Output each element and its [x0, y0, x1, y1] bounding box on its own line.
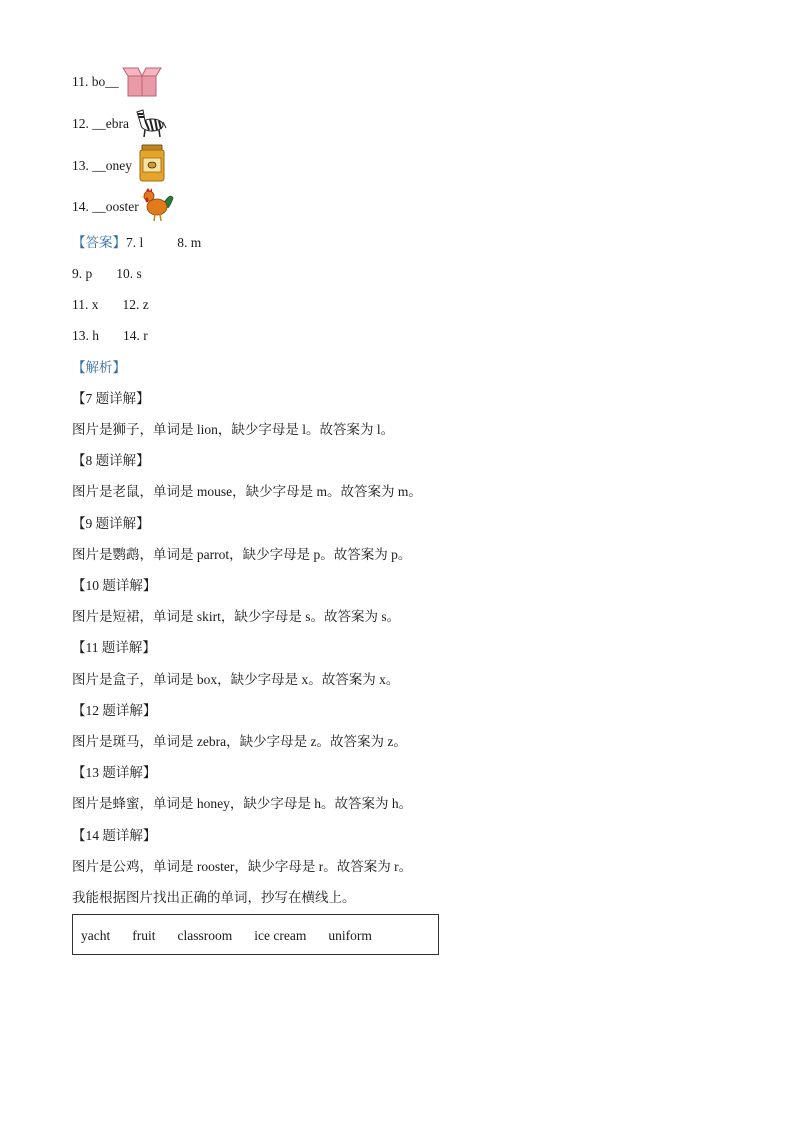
- detail-text: 图片是短裙，单词是 skirt，缺少字母是 s。故答案为 s。: [72, 609, 401, 624]
- answer-row-3: [72, 295, 149, 315]
- detail-text: 图片是老鼠，单词是 mouse，缺少字母是 m。故答案为 m。: [72, 484, 422, 499]
- question-14: [72, 197, 139, 217]
- detail-text: 图片是鹦鹉，单词是 parrot，缺少字母是 p。故答案为 p。: [72, 547, 412, 562]
- answer-item: 7. l: [126, 235, 144, 250]
- answer-row-2: [72, 264, 142, 284]
- answer-item: 12. z: [122, 297, 149, 312]
- question-label: 13. __oney: [72, 158, 132, 173]
- rooster-icon: [140, 186, 174, 222]
- answer-row-1: [72, 233, 201, 253]
- detail-text: 图片是狮子，单词是 lion，缺少字母是 l。故答案为 l。: [72, 422, 395, 437]
- detail-text: 图片是蜂蜜，单词是 honey，缺少字母是 h。故答案为 h。: [72, 796, 413, 811]
- question-label: 14. __ooster: [72, 199, 139, 214]
- answer-item: 10. s: [116, 266, 142, 281]
- detail-heading: 【11 题详解】: [72, 640, 156, 655]
- instruction: 我能根据图片找出正确的单词，抄写在横线上。: [72, 890, 356, 905]
- word-bank: [72, 914, 439, 955]
- detail-heading: 【14 题详解】: [72, 828, 157, 843]
- detail-heading: 【10 题详解】: [72, 578, 157, 593]
- detail-heading: 【12 题详解】: [72, 703, 157, 718]
- detail-heading: 【7 题详解】: [72, 391, 150, 406]
- word-bank-item: ice cream: [254, 928, 307, 943]
- word-bank-item: classroom: [177, 928, 233, 943]
- question-13: [72, 156, 132, 176]
- answer-item: 11. x: [72, 297, 99, 312]
- question-11: [72, 72, 119, 92]
- word-bank-item: yacht: [81, 928, 111, 943]
- box-icon: [122, 64, 162, 98]
- answer-item: 8. m: [177, 235, 202, 250]
- question-label: 11. bo__: [72, 74, 119, 89]
- detail-heading: 【13 题详解】: [72, 765, 157, 780]
- detail-text: 图片是公鸡，单词是 rooster，缺少字母是 r。故答案为 r。: [72, 859, 413, 874]
- word-bank-item: fruit: [132, 928, 156, 943]
- question-label: 12. __ebra: [72, 116, 129, 131]
- detail-heading: 【9 题详解】: [72, 516, 150, 531]
- word-bank-item: uniform: [328, 928, 372, 943]
- detail-text: 图片是盒子，单词是 box，缺少字母是 x。故答案为 x。: [72, 672, 400, 687]
- detail-text: 图片是斑马，单词是 zebra，缺少字母是 z。故答案为 z。: [72, 734, 407, 749]
- zebra-icon: [133, 104, 167, 138]
- answer-item: 9. p: [72, 266, 93, 281]
- answer-item: 14. r: [123, 328, 148, 343]
- analysis-tag: 【解析】: [72, 360, 126, 375]
- answer-item: 13. h: [72, 328, 99, 343]
- answer-row-4: [72, 326, 148, 346]
- detail-heading: 【8 题详解】: [72, 453, 150, 468]
- honey-jar-icon: [137, 144, 167, 182]
- question-12: [72, 114, 129, 134]
- answer-tag: 【答案】: [72, 235, 126, 250]
